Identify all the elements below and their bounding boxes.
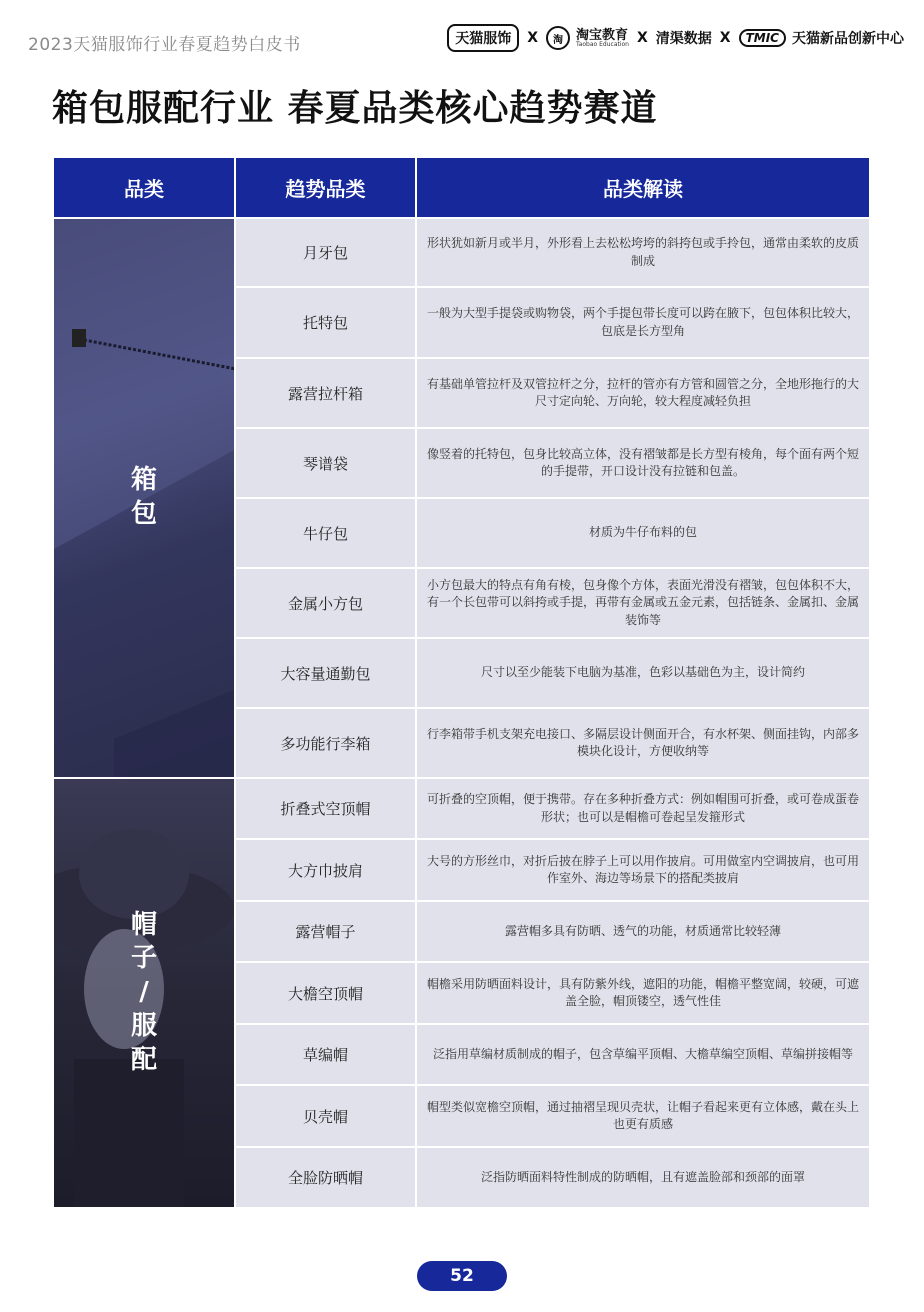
category-label-char: 帽 xyxy=(130,909,157,940)
trend-category-name: 大容量通勤包 xyxy=(235,638,416,708)
trend-category-description: 泛指防晒面料特性制成的防晒帽，且有遮盖脸部和颈部的面罩 xyxy=(416,1147,870,1208)
category-label-char: / xyxy=(139,977,149,1008)
trend-category-name: 全脸防晒帽 xyxy=(235,1147,416,1208)
trend-category-name: 金属小方包 xyxy=(235,568,416,638)
trend-category-description: 形状犹如新月或半月，外形看上去松松垮垮的斜挎包或手拎包，通常由柔软的皮质制成 xyxy=(416,218,870,287)
report-title: 2023天猫服饰行业春夏趋势白皮书 xyxy=(28,35,301,55)
table-row xyxy=(53,218,870,287)
trend-category-name: 多功能行李箱 xyxy=(235,708,416,778)
separator-x: X xyxy=(637,30,648,46)
trend-category-name: 大檐空顶帽 xyxy=(235,962,416,1024)
trend-category-name: 琴谱袋 xyxy=(235,428,416,498)
table-row xyxy=(53,778,870,839)
category-label-char: 配 xyxy=(130,1044,157,1075)
category-label xyxy=(54,909,234,1078)
trend-category-description: 大号的方形丝巾，对折后披在脖子上可以用作披肩。可用做室内空调披肩，也可用作室外、海边等场景下的搭配类披肩 xyxy=(416,839,870,901)
trend-category-description: 可折叠的空顶帽，便于携带。存在多种折叠方式：例如帽围可折叠，或可卷成蛋卷形状；也可以是帽檐可卷起呈发箍形式 xyxy=(416,778,870,839)
taobao-edu-icon: 淘 xyxy=(546,26,570,50)
trend-category-description: 材质为牛仔布料的包 xyxy=(416,498,870,568)
trend-category-description: 行李箱带手机支架充电接口、多隔层设计侧面开合，有水杯架、侧面挂钩，内部多模块化设计，方便收纳等 xyxy=(416,708,870,778)
trend-category-name: 草编帽 xyxy=(235,1024,416,1085)
qingqu-logo: 清渠数据 xyxy=(655,31,712,47)
trend-table xyxy=(52,156,871,1209)
category-label xyxy=(54,464,234,532)
category-label-char: 服 xyxy=(130,1010,157,1041)
column-header-interpretation: 品类解读 xyxy=(416,157,870,218)
trend-category-name: 大方巾披肩 xyxy=(235,839,416,901)
trend-category-description: 小方包最大的特点有角有棱，包身像个方体，表面光滑没有褶皱，包包体积不大，有一个长包带可以斜挎或手提，再带有金属或五金元素，包括链条、金属扣、金属装饰等 xyxy=(416,568,870,638)
category-label-char: 包 xyxy=(130,499,157,529)
category-label-char: 箱 xyxy=(130,465,157,496)
taobao-edu-name: 淘宝教育 xyxy=(576,27,629,43)
trend-category-name: 牛仔包 xyxy=(235,498,416,568)
tmic-logo-icon: TMIC xyxy=(739,29,786,47)
trend-category-name: 月牙包 xyxy=(235,218,416,287)
separator-x: X xyxy=(527,30,539,46)
category-cell-hats-accessories xyxy=(53,778,235,1208)
trend-category-description: 露营帽多具有防晒、透气的功能，材质通常比较轻薄 xyxy=(416,901,870,962)
trend-category-name: 贝壳帽 xyxy=(235,1085,416,1147)
trend-category-description: 泛指用草编材质制成的帽子，包含草编平顶帽、大檐草编空顶帽、草编拼接帽等 xyxy=(416,1024,870,1085)
trend-category-description: 有基础单管拉杆及双管拉杆之分，拉杆的管亦有方管和圆管之分，全地形拖行的大尺寸定向轮、万向轮，较大程度减轻负担 xyxy=(416,358,870,428)
partner-logos xyxy=(447,24,904,52)
trend-category-description: 尺寸以至少能装下电脑为基准，色彩以基础色为主，设计简约 xyxy=(416,638,870,708)
trend-category-description: 一般为大型手提袋或购物袋，两个手提包带长度可以跨在腋下，包包体积比较大，包底是长方型角 xyxy=(416,287,870,358)
tmic-logo: 天猫新品创新中心 xyxy=(792,31,904,47)
category-label-char: 子 xyxy=(130,943,157,974)
trend-category-name: 露营帽子 xyxy=(235,901,416,962)
taobao-edu-subname: Taobao Education xyxy=(576,40,629,48)
taobao-edu-logo xyxy=(576,29,629,48)
table-header-row xyxy=(53,157,870,218)
column-header-category: 品类 xyxy=(53,157,235,218)
category-cell-bags xyxy=(53,218,235,778)
column-header-trend-category: 趋势品类 xyxy=(235,157,416,218)
trend-category-description: 帽檐采用防晒面料设计，具有防紫外线，遮阳的功能，帽檐平整宽阔，较硬，可遮盖全脸，帽顶镂空，透气性佳 xyxy=(416,962,870,1024)
page-number: 52 xyxy=(417,1261,507,1291)
trend-category-name: 托特包 xyxy=(235,287,416,358)
trend-category-description: 像竖着的托特包，包身比较高立体，没有褶皱都是长方型有棱角，每个面有两个短的手提带，开口设计没有拉链和包盖。 xyxy=(416,428,870,498)
trend-category-name: 露营拉杆箱 xyxy=(235,358,416,428)
trend-category-name: 折叠式空顶帽 xyxy=(235,778,416,839)
trend-category-description: 帽型类似宽檐空顶帽，通过抽褶呈现贝壳状，让帽子看起来更有立体感，戴在头上也更有质感 xyxy=(416,1085,870,1147)
separator-x: X xyxy=(719,30,731,46)
page-title: 箱包服配行业 春夏品类核心趋势赛道 xyxy=(52,88,658,129)
tmall-apparel-logo: 天猫服饰 xyxy=(447,24,519,52)
